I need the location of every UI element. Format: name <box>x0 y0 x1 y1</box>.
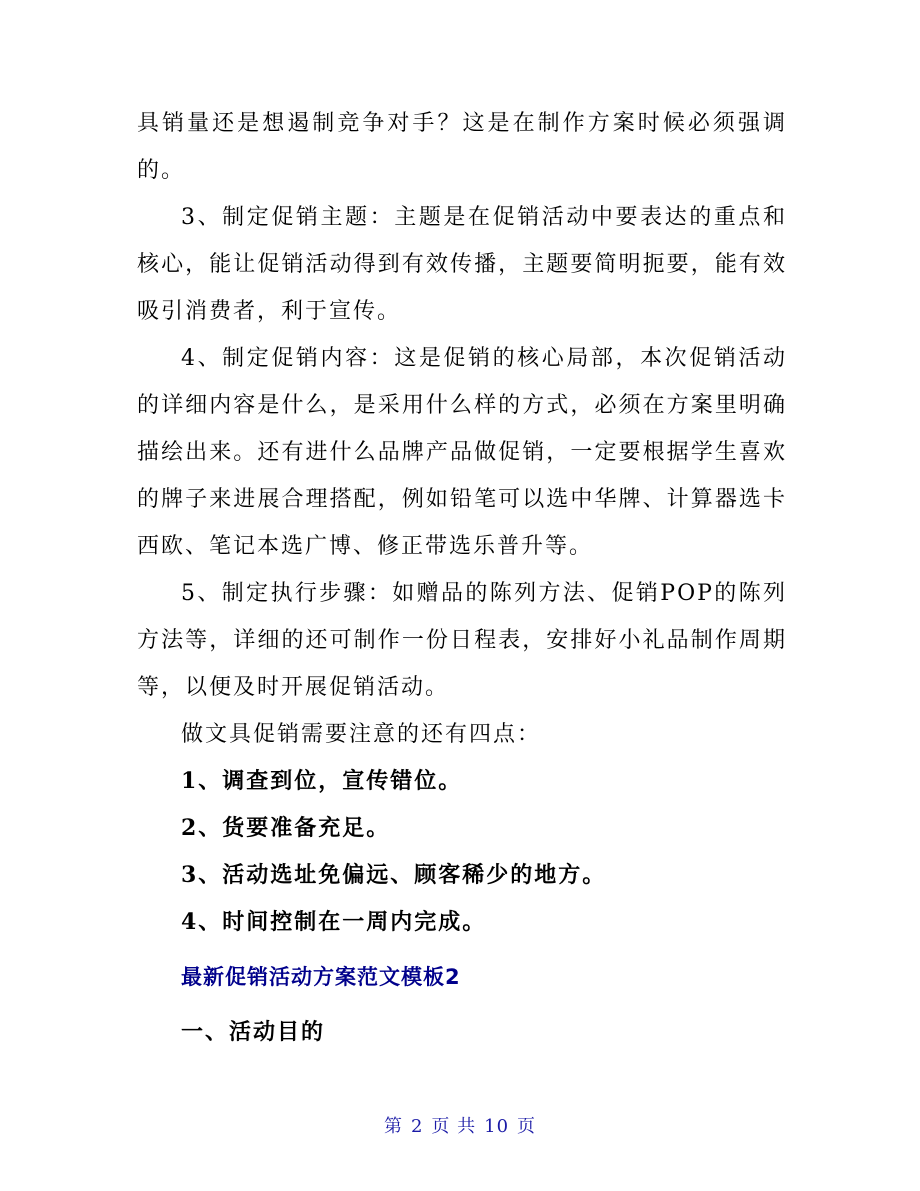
list-item: 3、活动选址免偏远、顾客稀少的地方。 <box>181 862 607 888</box>
page-content <box>137 100 787 1056</box>
page-footer <box>0 1112 920 1138</box>
paragraph-promotion-theme: 3、制定促销主题：主题是在促销活动中要表达的重点和核心，能让促销活动得到有效传播，主题要简明扼要，能有效吸引消费者，利于宣传。 <box>137 205 787 324</box>
section-title: 最新促销活动方案范文模板2 <box>181 965 461 989</box>
paragraph-execution-steps: 5、制定执行步骤：如赠品的陈列方法、促销POP的陈列方法等，详细的还可制作一份日程表，安排好小礼品制作周期等，以便及时开展促销活动。 <box>137 581 787 700</box>
paragraph-promotion-content: 4、制定促销内容：这是促销的核心局部，本次促销活动的详细内容是什么，是采用什么样的方式，必须在方案里明确描绘出来。还有进什么品牌产品做促销，一定要根据学生喜欢的牌子来进展合理搭配，例如铅笔可以选中华牌、计算器选卡西欧、笔记本选广博、修正带选乐普升等。 <box>137 346 787 559</box>
footer-total-pages: 10 <box>484 1116 510 1137</box>
notes-list <box>137 758 787 946</box>
footer-suffix: 页 <box>517 1116 537 1137</box>
paragraph-continuation: 具销量还是想遏制竞争对手？这是在制作方案时候必须强调的。 <box>137 111 787 183</box>
list-item: 1、调查到位，宣传错位。 <box>181 768 463 794</box>
paragraph-notes-intro: 做文具促销需要注意的还有四点： <box>181 722 542 747</box>
footer-middle: 页 共 <box>431 1116 477 1137</box>
footer-prefix: 第 <box>383 1116 403 1137</box>
list-item: 4、时间控制在一周内完成。 <box>181 909 487 935</box>
footer-current-page: 2 <box>410 1116 424 1137</box>
list-item: 2、货要准备充足。 <box>181 815 391 841</box>
subsection-title: 一、活动目的 <box>181 1019 326 1045</box>
